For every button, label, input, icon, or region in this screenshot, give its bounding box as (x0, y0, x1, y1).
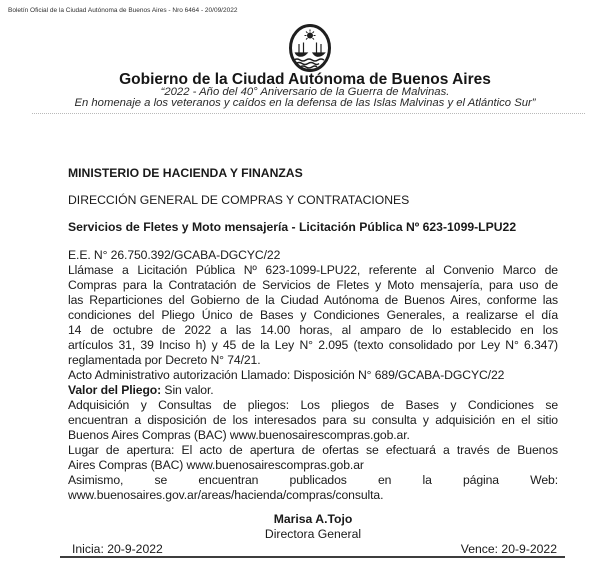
body-line: www.buenosaires.gov.ar/areas/hacienda/compras/consulta. (68, 488, 384, 502)
body-line: Asimismo, se encuentran publicados en la página Web: (68, 473, 558, 487)
acto-administrativo-line: Acto Administrativo autorización Llamado: Disposición N° 689/GCABA-DGCYC/22 (68, 368, 505, 382)
body-line: Compras para la Contratación de Servicios de Fletes y Moto mensajería, para uso de (68, 278, 558, 292)
inicia-date: Inicia: 20-9-2022 (72, 542, 163, 556)
file-number: E.E. N° 26.750.392/GCABA-DGCYC/22 (68, 248, 281, 262)
bulletin-meta-header: Boletín Oficial de la Ciudad Autónoma de Buenos Aires - Nro 6464 - 20/09/2022 (8, 7, 238, 14)
notice-body (68, 166, 558, 542)
signature-name: Marisa A.Tojo (273, 512, 353, 526)
buenos-aires-coat-of-arms-icon (288, 24, 332, 77)
valor-pliego-line (68, 383, 558, 398)
body-line: Lugar de apertura: El acto de apertura de ofertas se efectuará a través de Buenos (68, 443, 558, 457)
subject-heading: Servicios de Fletes y Moto mensajería - Licitación Pública Nº 623-1099-LPU22 (68, 220, 517, 234)
ministry-heading: MINISTERIO DE HACIENDA Y FINANZAS (68, 166, 303, 180)
body-line: Llámase a Licitación Pública Nº 623-1099-LPU22, referente al Convenio Marco de (68, 263, 558, 277)
valor-pliego-label: Valor del Pliego: (68, 383, 162, 397)
direction-heading: DIRECCIÓN GENERAL DE COMPRAS Y CONTRATACIONES (68, 193, 410, 207)
vence-date: Vence: 20-9-2022 (460, 542, 557, 556)
body-line: 14 de octubre de 2022 a las 14.00 horas, al amparo de lo establecido en los (68, 323, 558, 337)
motto-line-1: “2022 - Año del 40° Aniversario de la Guerra de Malvinas. (160, 86, 450, 98)
validity-footer (60, 541, 565, 558)
valor-pliego-value: Sin valor. (164, 383, 214, 397)
header-divider (32, 113, 585, 114)
body-line: reglamentada por Decreto N° 74/21. (68, 353, 261, 367)
body-line: artículos 31, 39 Inciso h) y 45 de la Ley N° 2.095 (texto consolidado por Ley N° 6.347) (68, 338, 558, 352)
body-line: Aires Compras (BAC) www.buenosairescompras.gob.ar (68, 458, 364, 472)
body-line: las Reparticiones del Gobierno de la Ciudad Autónoma de Buenos Aires, conforme las (68, 293, 558, 307)
signature-role: Directora General (264, 527, 362, 541)
body-line: Buenos Aires Compras (BAC) www.buenosairescompras.gob.ar. (68, 428, 410, 442)
motto-line-2: En homenaje a los veteranos y caídos en la defensa de las Islas Malvinas y el Atlántico Sur” (74, 97, 536, 109)
government-title: Gobierno de la Ciudad Autónoma de Buenos Aires (119, 71, 491, 88)
body-line: condiciones del Pliego Único de Bases y Condiciones Generales, a realizarse el día (68, 308, 558, 322)
body-line: encuentran a disposición de los interesados para su consulta y adquisición en el sitio (68, 413, 558, 427)
body-line: Adquisición y Consultas de pliegos: Los pliegos de Bases y Condiciones se (68, 398, 558, 412)
